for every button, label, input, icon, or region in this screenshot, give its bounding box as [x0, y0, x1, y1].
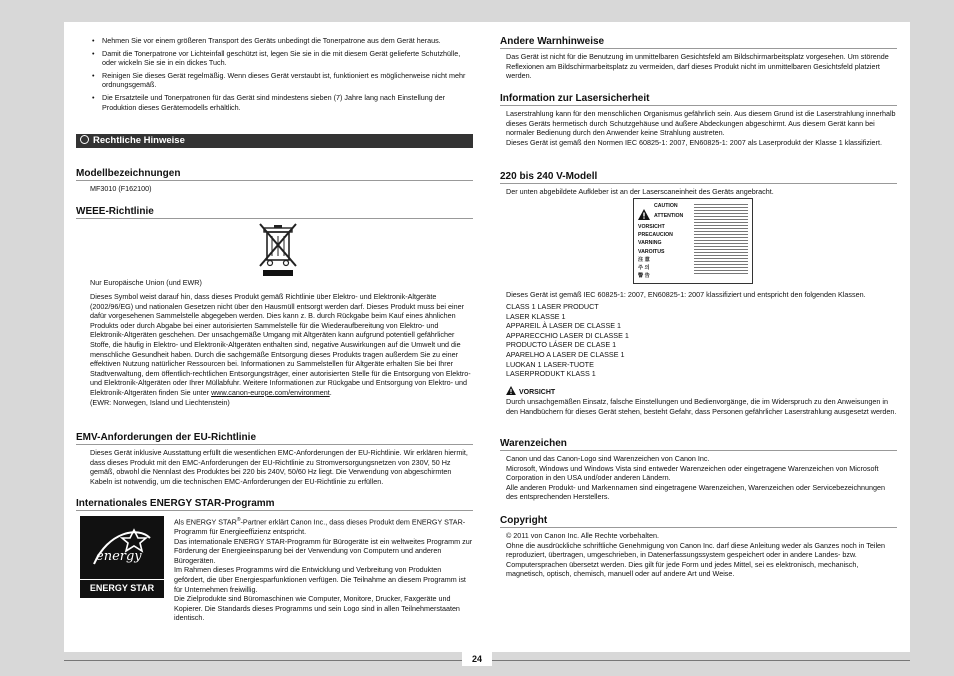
label-word: VORSICHT	[638, 224, 665, 230]
caution-notice-title	[506, 386, 555, 396]
energy-p3: Im Rahmen dieses Programms wird die Entwicklung und Verbreitung von Produkten gefördert, die über Energiesparfunktionen verfügen. Die Teilnahme an diesem Programm ist für Unternehmen freiwillig.	[174, 565, 466, 594]
other-heading: Andere Warnhinweise	[500, 36, 897, 49]
label-word: PRECAUCION	[638, 232, 673, 239]
document-page	[64, 22, 910, 652]
copyright-heading: Copyright	[500, 515, 897, 528]
weee-note: (EWR: Norwegen, Island und Liechtenstein)	[90, 397, 230, 407]
emv-body: Dieses Gerät inklusive Ausstattung erfüllt die wesentlichen EMC-Anforderungen der EU-Richtlinie. Wir erklären hiermit, dass dieses Produkt mit den EMC-Anforderungen der EU-Richtlinie zu Stromversorgungsnetzen von 230V, 50 Hz gemäß, obwohl die Nennlast des Produktes bei 220 bis 240V, 50/60 Hz liegt. Die Verwendung von abgeschirmten Kabeln ist notwendig, um die technischen EMC-Anforderungen der EU-Richtlinie zu erfüllen.	[90, 448, 468, 486]
svg-text:energy: energy	[96, 549, 142, 564]
energy-p1-b: -Partner erklärt Canon Inc., dass dieses Produkt dem ENERGY STAR-Programm für Energieeffizienz entspricht.	[174, 517, 466, 536]
caution-text: Durch unsachgemäßen Einsatz, falsche Einstellungen und Bedienvorgänge, die im Widerspruch zu den Anweisungen in den Handbüchern für dieses Gerät stehen, besteht Gefahr, dass Personen gefährlicher Laserstrahlung ausgesetzt werden.	[506, 397, 897, 416]
copyright-body	[506, 531, 898, 579]
energy-star-logo	[80, 516, 164, 598]
page-number: 24	[462, 652, 492, 666]
trademarks-p2: Microsoft, Windows und Windows Vista sind entweder Warenzeichen oder eingetragene Warenzeichen von Microsoft Corporation in den USA und/oder anderen Ländern.	[506, 463, 879, 483]
class-line: CLASS 1 LASER PRODUCT	[506, 302, 599, 311]
class-line: LASERPRODUKT KLASS 1	[506, 369, 596, 379]
weee-link[interactable]: www.canon-europe.com/environment	[211, 387, 330, 397]
trademarks-p1: Canon und das Canon-Logo sind Warenzeichen von Canon Inc.	[506, 454, 710, 463]
class-line: LUOKAN 1 LASER-TUOTE	[506, 359, 594, 369]
handling-bullets	[86, 36, 476, 115]
label-word: VAROITUS	[638, 248, 665, 255]
label-words-lower	[638, 223, 673, 280]
label-word: CAUTION	[654, 203, 678, 209]
bullet-item: • Reinigen Sie dieses Gerät regelmäßig. Wenn dieses Gerät verstaubt ist, funktioniert es möglicherweise nicht mehr ordnungsgemäß.	[86, 71, 476, 90]
section-bullet-icon	[80, 135, 89, 144]
registered-mark: ®	[236, 517, 241, 523]
class-line: APARELHO A LASER DE CLASSE 1	[506, 349, 625, 359]
trademarks-heading: Warenzeichen	[500, 438, 897, 451]
label-fine-print	[694, 204, 748, 276]
bullet-item: • Die Ersatzteile und Tonerpatronen für das Gerät sind mindestens sieben (7) Jahre lang nach Einstellung der Produktion dieses Gerätemodells erhältlich.	[86, 93, 476, 112]
caution-label: VORSICHT	[519, 389, 556, 396]
section-header-legal	[76, 134, 473, 148]
label-words	[654, 203, 683, 219]
trademarks-body	[506, 454, 898, 502]
label-word: 注 意	[638, 256, 650, 263]
weee-bin-icon	[256, 222, 300, 278]
v-model-classified: Dieses Gerät ist gemäß IEC 60825-1: 2007, EN60825-1: 2007 klassifiziert und entspricht den folgenden Klassen.	[506, 290, 866, 299]
energy-star-icon	[88, 524, 156, 572]
section-title: Rechtliche Hinweise	[93, 135, 185, 146]
v-model-heading: 220 bis 240 V-Modell	[500, 171, 897, 184]
other-body: Das Gerät ist nicht für die Benutzung im unmittelbaren Gesichtsfeld am Bildschirmarbeitsplatz vorgesehen. Um störende Reflexionen am Bildschirmarbeitsplatz zu vermeiden, darf dieses Produkt nicht im unmittelbaren Gesichtsfeld platziert werden.	[506, 52, 889, 81]
class-line: LASER KLASSE 1	[506, 311, 566, 321]
laser-body-1: Laserstrahlung kann für den menschlichen Organismus gefährlich sein. Aus diesem Grund ist die Laserstrahlung innerhalb dieses Geräts hermetisch durch Schutzgehäuse und äußere Abdeckungen abgeschirmt. Aus diesem Gerät kann bei normaler Bedienung durch den Anwender keine Strahlung austreten.	[506, 109, 896, 138]
copyright-p2: Ohne die ausdrückliche schriftliche Genehmigung von Canon Inc. darf diese Anleitung weder als Ganzes noch in Teilen reproduziert, übertragen, umgeschrieben, in Datenerfassungssystem gespeichert oder in andere Landes- bzw. Computersprachen übersetzt werden. Dies gilt für jede Form und jedes Mittel, sei es elektronisch, mechanisch, magnetisch, optisch, chemisch, manuell oder auf andere Art und Weise.	[506, 540, 886, 579]
laser-body-2: Dieses Gerät ist gemäß den Normen IEC 60825-1: 2007, EN60825-1: 2007 als Laserprodukt der Klasse 1 klassifiziert.	[506, 137, 882, 147]
energy-p1	[174, 516, 474, 537]
laser-class-list	[506, 302, 898, 379]
class-line: APPARECCHIO LASER DI CLASSE 1	[506, 330, 629, 340]
trademarks-p3: Alle anderen Produkt- und Markennamen sind eingetragene Warenzeichen, Warenzeichen oder Servicebezeichnungen des entsprechenden Herstellers.	[506, 482, 886, 502]
label-word: 주 의	[638, 265, 650, 272]
caution-icon	[506, 386, 516, 395]
weee-body-block	[90, 292, 474, 407]
class-line: PRODUCTO LÁSER DE CLASE 1	[506, 340, 617, 350]
weee-link-after: .	[329, 387, 332, 397]
bullet-item: • Nehmen Sie vor einem größeren Transport des Geräts unbedingt die Tonerpatrone aus dem Gerät heraus.	[86, 36, 476, 46]
bullet-item: • Damit die Tonerpatrone vor Lichteinfall geschützt ist, legen Sie sie in die mit diesem Gerät gelieferte Schutzhülle, oder wickeln Sie sie in ein dickes Tuch.	[86, 49, 476, 68]
class-line: APPAREIL À LASER DE CLASSE 1	[506, 321, 622, 331]
energy-p2: Das internationale ENERGY STAR-Programm für Bürogeräte ist ein weltweites Programm zur Förderung der Energieeinsparung bei der Verwendung von Computern und anderen Bürogeräten.	[174, 536, 473, 565]
energy-p1-a: Als ENERGY STAR	[174, 517, 237, 527]
warning-triangle-icon	[638, 209, 650, 220]
model-text: MF3010 (F162100)	[90, 184, 152, 193]
energy-star-logo-text: ENERGY STAR	[80, 579, 164, 595]
weee-heading: WEEE-Richtlinie	[76, 206, 473, 219]
label-word: VARNING	[638, 240, 662, 247]
energy-body	[174, 516, 474, 623]
weee-scope: Nur Europäische Union (und EWR)	[90, 278, 202, 287]
model-heading: Modellbezeichnungen	[76, 168, 473, 181]
energy-heading: Internationales ENERGY STAR-Programm	[76, 498, 473, 511]
emv-heading: EMV-Anforderungen der EU-Richtlinie	[76, 432, 473, 445]
laser-warning-label	[633, 198, 753, 284]
copyright-p1: © 2011 von Canon Inc. Alle Rechte vorbehalten.	[506, 531, 660, 540]
laser-body	[506, 109, 898, 147]
laser-heading: Information zur Lasersicherheit	[500, 93, 897, 106]
label-word: 警 告	[638, 273, 650, 280]
weee-body: Dieses Symbol weist darauf hin, dass dieses Produkt gemäß Richtlinie über Elektro- und Elektronik-Altgeräte (2002/96/EG) und nationalen Gesetzen nicht über den Hausmüll entsorgt werden darf. Dieses Produkt muss bei einer dafür vorgesehenen Sammelstelle abgegeben werden. Dies kann z. B. durch Rückgabe beim Kauf eines ähnlichen Produkts oder durch Abgabe bei einer autorisierten Sammelstelle für die Wiederaufbereitung von Elektro- und Elektronik-Altgeräten geschehen. Der unsachgemäße Umgang mit Altgeräten kann aufgrund potentiell gefährlicher Stoffe, die häufig in Elektro- und Elektronik-Altgeräten enthalten sind, negative Auswirkungen auf die Umwelt und die menschliche Gesundheit haben. Durch die sachgemäße Entsorgung dieses Produkts tragen außerdem Sie zu einer effektiven Nutzung natürlicher Ressourcen bei. Informationen zu Sammelstellen für Altgeräte erhalten Sie bei Ihrer Stadtverwaltung, dem öffentlich-rechtlichen Entsorgungsträger, einer autorisierten Stelle für die Entsorgung von Elektro- und Elektronik-Altgeräten oder Ihrer Müllabfuhr. Weitere Informationen zur Rückgabe und Entsorgung von Elektro- und Elektronik-Altgeräten finden Sie unter	[90, 292, 471, 397]
v-model-intro: Der unten abgebildete Aufkleber ist an der Laserscaneinheit des Geräts angebracht.	[506, 187, 774, 196]
label-word: ATTENTION	[654, 212, 684, 219]
energy-p4: Die Zielprodukte sind Büromaschinen wie Computer, Monitore, Drucker, Faxgeräte und Kopierer. Die Standards dieses Programms und sein Logo sind in allen Teilnehmerstaaten identisch.	[174, 594, 460, 623]
